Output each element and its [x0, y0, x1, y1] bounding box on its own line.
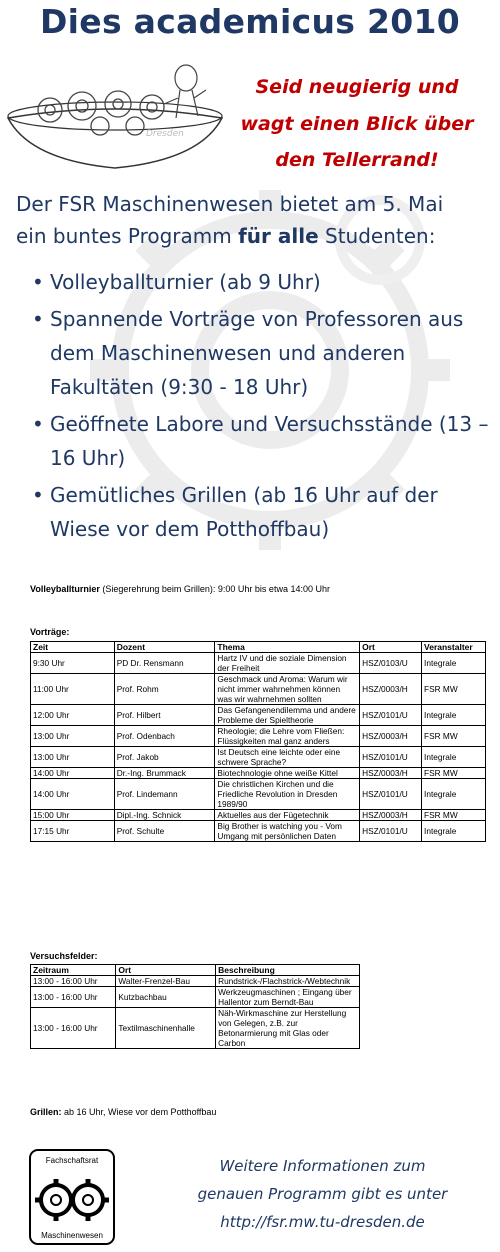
column-header: Ort	[116, 965, 216, 976]
more-info-line-1: Weitere Informationen zum	[219, 1157, 426, 1175]
table-cell: Rheologie; die Lehre vom Fließen: Flüssigkeiten mal ganz anders	[215, 726, 360, 747]
table-row	[31, 810, 486, 821]
table-cell: Dipl.-Ing. Schnick	[114, 810, 215, 821]
table-row	[31, 987, 360, 1008]
table-cell: 15:00 Uhr	[31, 810, 115, 821]
table-row	[31, 779, 486, 810]
more-info	[150, 1152, 495, 1236]
column-header: Zeitraum	[31, 965, 116, 976]
table-cell: Big Brother is watching you - Vom Umgang mit persönlichen Daten	[215, 821, 360, 842]
table-cell: Prof. Jakob	[114, 747, 215, 768]
table-cell: Walter-Frenzel-Bau	[116, 976, 216, 987]
table-cell: Geschmack und Aroma: Warum wir nicht immer wahrnehmen können was wir wahrnehmen sollten	[215, 674, 360, 705]
svg-text:Fachschaftsrat: Fachschaftsrat	[45, 1156, 99, 1165]
table-cell: Biotechnologie ohne weiße Kittel	[215, 768, 360, 779]
table-cell: Hartz IV und die soziale Dimension der Freiheit	[215, 653, 360, 674]
table-cell: HSZ/0101/U	[360, 747, 422, 768]
table-cell: Ist Deutsch eine leichte oder eine schwere Sprache?	[215, 747, 360, 768]
slogan-line-3: den Tellerrand!	[275, 149, 439, 171]
table-cell: Dr.-Ing. Brummack	[114, 768, 215, 779]
table-cell: HSZ/0003/H	[360, 674, 422, 705]
column-header: Thema	[215, 642, 360, 653]
slogan-line-1: Seid neugierig und	[255, 76, 459, 98]
table-cell: PD Dr. Rensmann	[114, 653, 215, 674]
program-item: • Volleyballturnier (ab 9 Uhr)	[32, 265, 492, 299]
table-cell: 17:15 Uhr	[31, 821, 115, 842]
table-cell: 12:00 Uhr	[31, 705, 115, 726]
intro-text	[16, 188, 496, 252]
lectures-table	[30, 641, 486, 842]
table-cell: HSZ/0101/U	[360, 705, 422, 726]
svg-text:Maschinenwesen: Maschinenwesen	[41, 1231, 103, 1240]
labs-table	[30, 964, 360, 1049]
fsr-logo-icon	[28, 1148, 116, 1246]
table-cell: Textilmaschinenhalle	[116, 1008, 216, 1049]
program-list	[32, 265, 492, 549]
table-cell: HSZ/0101/U	[360, 821, 422, 842]
table-cell: HSZ/0103/U	[360, 653, 422, 674]
column-header: Ort	[360, 642, 422, 653]
program-item: • Geöffnete Labore und Versuchsstände (13 – 16 Uhr)	[32, 407, 492, 475]
table-cell: Näh-Wirkmaschine zur Herstellung von Gelegen, z.B. zur Betonarmierung mit Glas oder Carbon	[216, 1008, 360, 1049]
table-cell: Prof. Hilbert	[114, 705, 215, 726]
table-cell: 13:00 - 16:00 Uhr	[31, 976, 116, 987]
table-row	[31, 674, 486, 705]
table-cell: HSZ/0003/H	[360, 768, 422, 779]
table-row	[31, 705, 486, 726]
volleyball-note: Volleyballturnier (Siegerehrung beim Grillen): 9:00 Uhr bis etwa 14:00 Uhr	[30, 584, 330, 594]
table-cell: Aktuelles aus der Fügetechnik	[215, 810, 360, 821]
table-row	[31, 726, 486, 747]
table-cell: HSZ/0003/H	[360, 726, 422, 747]
table-cell: Integrale	[422, 747, 486, 768]
table-cell: Die christlichen Kirchen und die Friedliche Revolution in Dresden 1989/90	[215, 779, 360, 810]
column-header: Zeit	[31, 642, 115, 653]
program-item: • Spannende Vorträge von Professoren aus dem Maschinenwesen und anderen Fakultäten (9:30 - 18 Uhr)	[32, 302, 492, 404]
column-header: Beschreibung	[216, 965, 360, 976]
table-cell: 9:30 Uhr	[31, 653, 115, 674]
table-cell: 13:00 - 16:00 Uhr	[31, 987, 116, 1008]
labs-title: Versuchsfelder:	[30, 951, 98, 961]
table-cell: Prof. Schulte	[114, 821, 215, 842]
slogan-line-2: wagt einen Blick über	[240, 113, 474, 135]
poster-title: Dies academicus 2010	[39, 2, 461, 41]
bowl-illustration-icon	[0, 60, 230, 175]
table-cell: HSZ/0101/U	[360, 779, 422, 810]
lectures-title: Vorträge:	[30, 627, 70, 637]
table-cell: Prof. Odenbach	[114, 726, 215, 747]
table-row	[31, 747, 486, 768]
svg-text:Dresden: Dresden	[146, 129, 184, 139]
column-header: Veranstalter	[422, 642, 486, 653]
intro-line-2: ein buntes Programm für alle Studenten:	[16, 224, 436, 248]
table-row	[31, 653, 486, 674]
table-cell: 13:00 Uhr	[31, 726, 115, 747]
table-cell: 13:00 - 16:00 Uhr	[31, 1008, 116, 1049]
website-link[interactable]: http://fsr.mw.tu-dresden.de	[220, 1213, 425, 1231]
table-cell: FSR MW	[422, 768, 486, 779]
table-cell: FSR MW	[422, 810, 486, 821]
table-cell: Integrale	[422, 821, 486, 842]
table-cell: Prof. Lindemann	[114, 779, 215, 810]
table-row	[31, 821, 486, 842]
table-cell: 11:00 Uhr	[31, 674, 115, 705]
table-cell: Integrale	[422, 779, 486, 810]
table-row	[31, 976, 360, 987]
table-row	[31, 1008, 360, 1049]
table-cell: Das Gefangenendilemma und andere Probleme der Spieltheorie	[215, 705, 360, 726]
table-cell: 13:00 Uhr	[31, 747, 115, 768]
table-cell: 14:00 Uhr	[31, 768, 115, 779]
more-info-line-2: genauen Programm gibt es unter	[197, 1185, 448, 1203]
table-cell: Integrale	[422, 653, 486, 674]
table-cell: Rundstrick-/Flachstrick-/Webtechnik	[216, 976, 360, 987]
table-cell: HSZ/0003/H	[360, 810, 422, 821]
table-cell: Prof. Rohm	[114, 674, 215, 705]
table-cell: 14:00 Uhr	[31, 779, 115, 810]
table-cell: Kutzbachbau	[116, 987, 216, 1008]
intro-line-1: Der FSR Maschinenwesen bietet am 5. Mai	[16, 192, 444, 216]
column-header: Dozent	[114, 642, 215, 653]
grill-note: Grillen: ab 16 Uhr, Wiese vor dem Potthoffbau	[30, 1107, 217, 1117]
table-cell: Integrale	[422, 705, 486, 726]
table-cell: FSR MW	[422, 674, 486, 705]
table-cell: Werkzeugmaschinen ; Eingang über Hallentor zum Berndt-Bau	[216, 987, 360, 1008]
table-row	[31, 768, 486, 779]
program-item: • Gemütliches Grillen (ab 16 Uhr auf der Wiese vor dem Potthoffbau)	[32, 478, 492, 546]
intro-emphasis: für alle	[238, 224, 319, 248]
table-cell: FSR MW	[422, 726, 486, 747]
